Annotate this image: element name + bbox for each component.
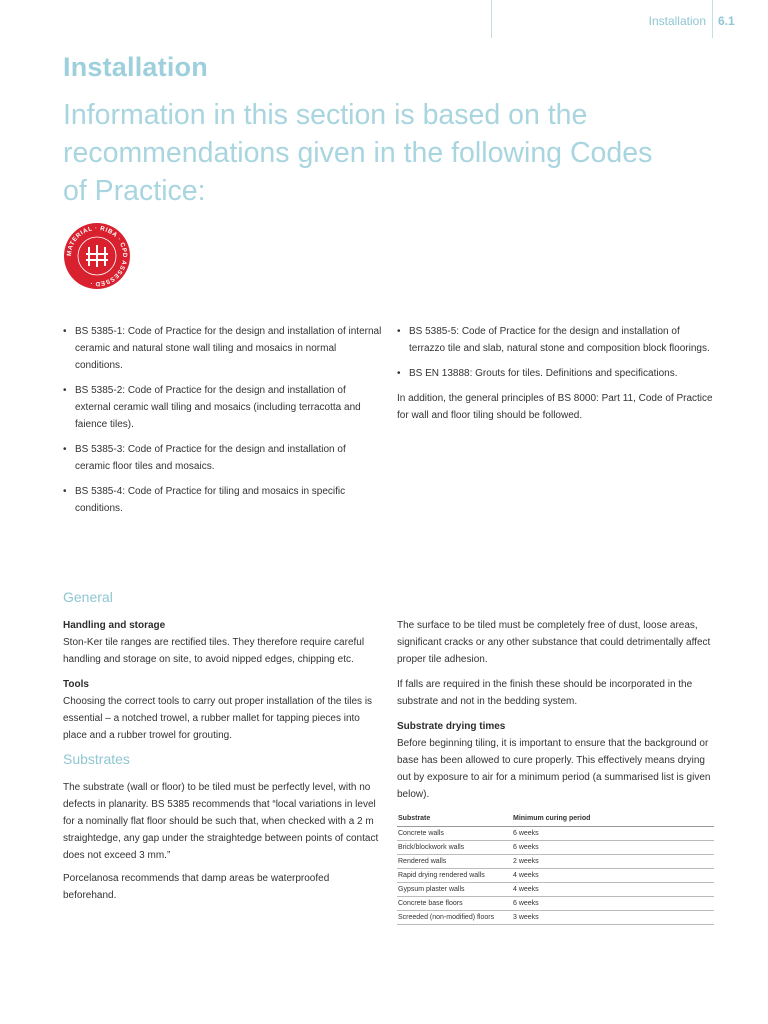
list-item [397,323,717,357]
codes-note: In addition, the general principles of BS 8000: Part 11, Code of Practice for wall and floor tiling should be followed. [397,393,713,421]
list-item [63,483,383,517]
bullet: • [63,385,67,396]
table-cell: 6 weeks [512,827,714,841]
list-item-text: BS 5385-5: Code of Practice for the design and installation of terrazzo tile and slab, natural stone and composition block floorings. [409,326,710,354]
general-heading: General [63,589,113,605]
codes-list-left [63,323,383,525]
table-cell: 2 weeks [512,855,714,869]
drying-text: Before beginning tiling, it is important to ensure that the background or base has been allowed to cure properly. This effectively means drying out by exposure to air for a minimum period (a summarised list is given below). [397,738,711,800]
list-item [63,441,383,475]
table-cell: 4 weeks [512,883,714,897]
table-cell: 3 weeks [512,911,714,925]
list-item [397,365,717,382]
list-item-text: BS EN 13888: Grouts for tiles. Definitions and specifications. [409,368,678,379]
surface-text: The surface to be tiled must be completely free of dust, loose areas, significant cracks or any other substance that could detrimentally affect proper tile adhesion. [397,620,711,665]
table-row [397,883,714,897]
bullet: • [397,368,401,379]
bullet: • [63,326,67,337]
table-cell: Rapid drying rendered walls [397,869,512,883]
list-item-text: BS 5385-2: Code of Practice for the design and installation of external ceramic wall tiling and mosaics (including terracotta and faience tiles). [75,385,361,430]
bullet: • [397,326,401,337]
table-row [397,911,714,925]
falls-text: If falls are required in the finish these should be incorporated in the substrate and not in the bedding system. [397,679,693,707]
tools-block [63,676,383,744]
bullet: • [63,444,67,455]
table-row [397,869,714,883]
table-cell: Brick/blockwork walls [397,841,512,855]
table-cell: Gypsum plaster walls [397,883,512,897]
substrates-heading: Substrates [63,751,130,767]
drying-block [397,718,717,803]
tools-heading: Tools [63,679,89,690]
table-row [397,855,714,869]
list-item [63,323,383,374]
table-cell: 6 weeks [512,841,714,855]
table-cell: Rendered walls [397,855,512,869]
curing-times-table [397,812,714,925]
header-divider-right [712,0,713,38]
header-page-number: 6.1 [718,14,735,28]
substrates-text: The substrate (wall or floor) to be tiled must be perfectly level, with no defects in planarity. BS 5385 recommends that “local variations in level for a nominally flat floor should be such that, when checked with a 2 m straightedge, any gap under the straightedge between points of contact does not exceed 3 mm.” [63,782,379,861]
table-header-substrate: Substrate [397,812,512,827]
table-row [397,841,714,855]
page-subtitle: Information in this section is based on the recommendations given in the following Codes of Practice: [63,99,653,207]
list-item-text: BS 5385-1: Code of Practice for the design and installation of internal ceramic and natural stone wall tiling and mosaics in normal conditions. [75,326,382,371]
riba-cpd-seal-logo [63,222,131,290]
table-row [397,897,714,911]
handling-block [63,617,383,668]
waterproofing-text: Porcelanosa recommends that damp areas be waterproofed beforehand. [63,873,330,901]
bullet: • [63,486,67,497]
table-row [397,827,714,841]
table-cell: Concrete base floors [397,897,512,911]
list-item-text: BS 5385-4: Code of Practice for tiling and mosaics in specific conditions. [75,486,346,514]
svg-text:MATERIAL · RIBA · CPD ASSESSED: MATERIAL · RIBA · CPD ASSESSED · [65,224,129,288]
table-cell: Screeded (non-modified) floors [397,911,512,925]
header-divider-left [491,0,492,38]
handling-heading: Handling and storage [63,620,166,631]
header-section-label: Installation [648,14,706,28]
list-item [63,382,383,433]
drying-heading: Substrate drying times [397,721,506,732]
list-item-text: BS 5385-3: Code of Practice for the design and installation of ceramic floor tiles and mosaics. [75,444,346,472]
table-header-period: Minimum curing period [512,812,714,827]
page-title: Installation [63,52,208,82]
tools-text: Choosing the correct tools to carry out proper installation of the tiles is essential – a notched trowel, a rubber mallet for tapping pieces into place and a rubber trowel for grouting. [63,696,373,741]
table-cell: 6 weeks [512,897,714,911]
codes-list-right [397,323,717,390]
handling-text: Ston-Ker tile ranges are rectified tiles. They therefore require careful handling and storage on site, to avoid nipped edges, chipping etc. [63,637,365,665]
table-cell: 4 weeks [512,869,714,883]
table-cell: Concrete walls [397,827,512,841]
table-header-row [397,812,714,827]
